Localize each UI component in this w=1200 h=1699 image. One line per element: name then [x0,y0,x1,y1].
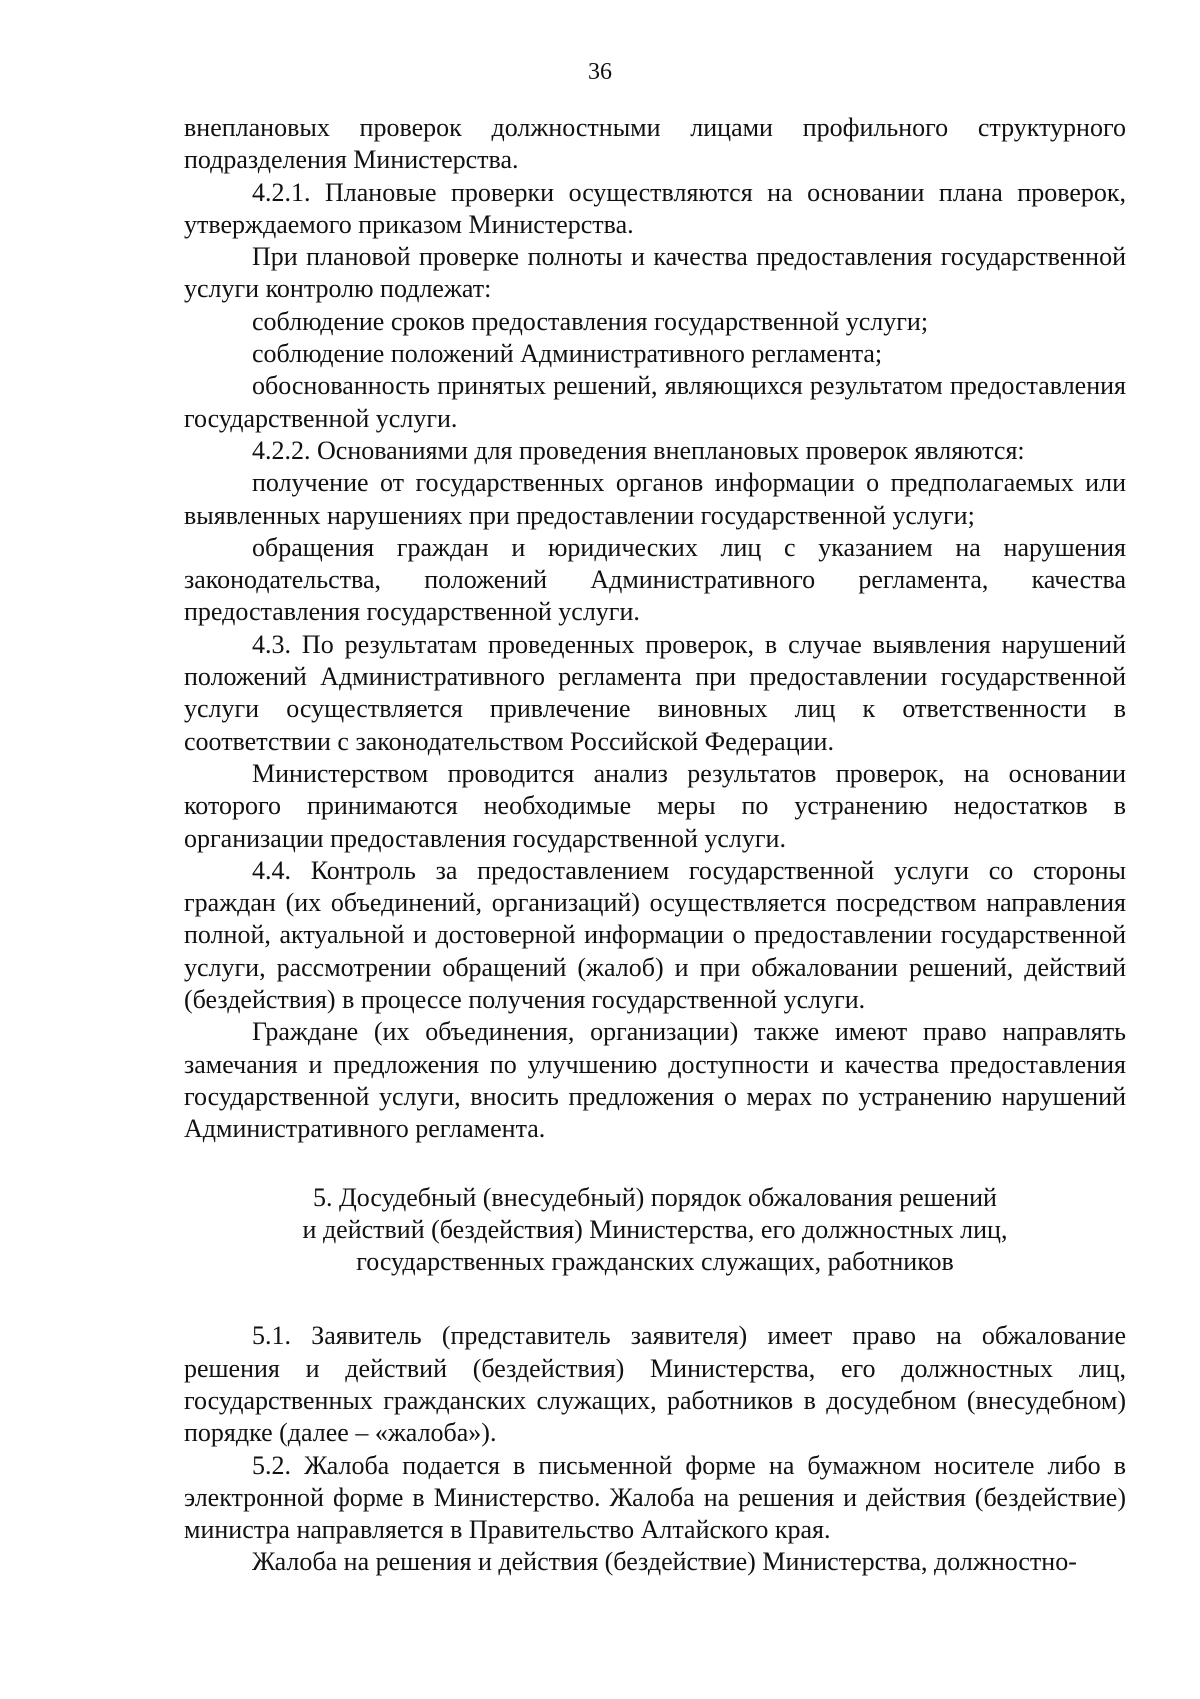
paragraph-item-deadlines: соблюдение сроков предоставления государственной услуги; [252,306,929,336]
section-heading-line-2: и действий (бездействия) Министерства, его должностных лиц, [302,1214,1008,1244]
paragraph-item-regulation: соблюдение положений Административного регламента; [252,339,883,369]
paragraph-citizens-rights: Граждане (их объединения, организации) также имеют право направлять замечания и предложения по улучшению доступности и качества предоставления государственной услуги, вносить предложения о мерах по устранению нарушений Административного регламента. [184,1017,1126,1144]
paragraph-5-2: 5.2. Жалоба подается в письменной форме на бумажном носителе либо в электронной форме в Министерство. Жалоба на решения и действия (бездействие) министра направляется в Правительство Алтайского края. [184,1450,1126,1545]
paragraph-item-information: получение от государственных органов информации о предполагаемых или выявленных нарушениях при предоставлении государственной услуги; [184,468,1126,530]
paragraph-analysis: Министерством проводится анализ результатов проверок, на основании которого принимаются необходимые меры по устранению недостатков в организации предоставления государственной услуги. [184,758,1126,853]
paragraph-4-2-2: 4.2.2. Основаниями для проведения внеплановых проверок являются: [252,435,1025,465]
document-body [184,112,1126,1579]
page-number: 36 [588,59,612,85]
paragraph-item-appeals: обращения граждан и юридических лиц с указанием на нарушения законодательства, положений Административного регламента, качества предоставления государственной услуги. [184,532,1126,627]
paragraph-5-1: 5.1. Заявитель (представитель заявителя) имеет право на обжалование решения и действий (бездействия) Министерства, его должностных лиц, государственных гражданских служащих, работников в досудебном (внесудебном) порядке (далее – «жалоба»). [184,1321,1126,1448]
paragraph-4-2-1: 4.2.1. Плановые проверки осуществляются на основании плана проверок, утверждаемого приказом Министерства. [184,177,1126,239]
section-heading-line-1: 5. Досудебный (внесудебный) порядок обжалования решений [313,1182,997,1212]
paragraph-planned-check: При плановой проверке полноты и качества предоставления государственной услуги контролю подлежат: [184,242,1126,304]
paragraph-4-4: 4.4. Контроль за предоставлением государственной услуги со стороны граждан (их объединений, организаций) осуществляется посредством направления полной, актуальной и достоверной информации о предоставлении государственной услуги, рассмотрении обращений (жалоб) и при обжаловании решений, действий (бездействия) в процессе получения государственной услуги. [184,855,1126,1015]
section-heading [184,1182,1126,1279]
section-heading-line-3: государственных гражданских служащих, работников [356,1247,954,1277]
paragraph-item-validity: обоснованность принятых решений, являющихся результатом предоставления государственной услуги. [184,371,1126,433]
paragraph-continuation: внеплановых проверок должностными лицами профильного структурного подразделения Министерства. [184,113,1126,175]
paragraph-4-3: 4.3. По результатам проведенных проверок, в случае выявления нарушений положений Административного регламента при предоставлении государственной услуги осуществляется привлечение виновных лиц к ответственности в соответствии с законодательством Российской Федерации. [184,629,1126,756]
paragraph-complaint: Жалоба на решения и действия (бездействие) Министерства, должностно- [252,1547,1077,1577]
